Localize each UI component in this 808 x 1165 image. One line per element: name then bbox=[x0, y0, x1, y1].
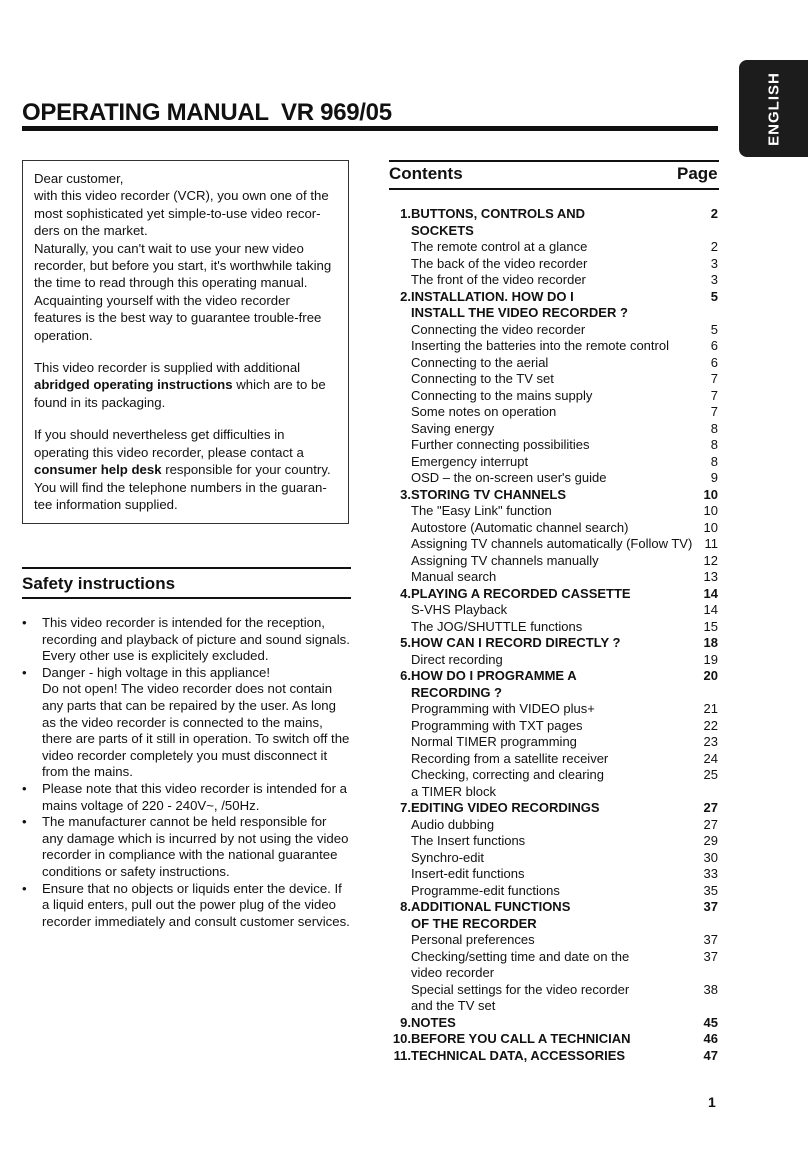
toc-entry-row bbox=[389, 338, 718, 355]
toc-entry-row bbox=[389, 866, 718, 883]
toc-label: The remote control at a glance bbox=[411, 239, 588, 254]
toc-page-number bbox=[694, 685, 718, 702]
toc-section-row bbox=[389, 668, 718, 685]
toc-entry-row bbox=[389, 256, 718, 273]
contents-bottom-rule bbox=[389, 188, 719, 190]
toc-label: RECORDING ? bbox=[411, 684, 502, 700]
toc-entry-row bbox=[389, 569, 718, 586]
toc-page-number: 7 bbox=[710, 404, 718, 419]
toc-page-number bbox=[694, 305, 718, 322]
intro-paragraph-2: Naturally, you can't wait to use your new video recorder, but before you start, it's worthwhile taking the time to read through this operating manual. Acquainting yourself with the video recorder features is the best way to guarantee trouble-free operation. bbox=[34, 240, 332, 343]
title-rule bbox=[22, 126, 718, 131]
toc-page-number: 37 bbox=[703, 948, 718, 964]
toc-label: INSTALLATION. HOW DO I bbox=[411, 288, 574, 304]
toc-label: Saving energy bbox=[411, 420, 495, 436]
page-number: 1 bbox=[708, 1094, 716, 1110]
toc-number bbox=[389, 685, 411, 702]
language-tab-label: ENGLISH bbox=[765, 71, 782, 146]
toc-number bbox=[389, 239, 411, 256]
toc-page-number: 6 bbox=[710, 338, 718, 353]
toc-label: Checking/setting time and date on the bbox=[411, 948, 630, 964]
toc-number bbox=[389, 734, 411, 751]
toc-label: Insert-edit functions bbox=[411, 866, 525, 881]
toc-entry-row bbox=[389, 850, 718, 867]
toc-page-number: 46 bbox=[703, 1031, 718, 1046]
toc-number: 11. bbox=[393, 1047, 411, 1063]
toc-entry-row bbox=[389, 272, 718, 289]
toc-label: Special settings for the video recorder bbox=[411, 981, 630, 997]
toc-label: Connecting to the aerial bbox=[411, 354, 549, 370]
toc-number bbox=[389, 866, 411, 883]
toc-label: video recorder bbox=[411, 965, 495, 980]
safety-top-rule bbox=[22, 567, 351, 569]
toc-page-number: 2 bbox=[710, 206, 718, 221]
toc-label: Programming with TXT pages bbox=[411, 717, 583, 733]
toc-number bbox=[389, 949, 411, 966]
toc-page-number: 8 bbox=[710, 437, 718, 452]
toc-label: Programming with VIDEO plus+ bbox=[411, 701, 595, 716]
intro-paragraph-3 bbox=[34, 359, 338, 411]
toc-section-row bbox=[389, 916, 718, 933]
toc-label: Autostore (Automatic channel search) bbox=[411, 519, 629, 535]
toc-entry-row bbox=[389, 932, 718, 949]
toc-page-number: 7 bbox=[710, 387, 718, 403]
toc-label: The Insert functions bbox=[411, 833, 526, 848]
toc-entry-row bbox=[389, 371, 718, 388]
toc-label: S-VHS Playback bbox=[411, 602, 508, 617]
intro-paragraph-3-text: This video recorder is supplied with additional bbox=[34, 360, 301, 376]
toc-entry-row bbox=[389, 652, 718, 669]
toc-number: 2. bbox=[400, 288, 411, 304]
toc-entry-row bbox=[389, 817, 718, 834]
toc-number bbox=[389, 223, 411, 240]
intro-paragraph-4-bold: consumer help desk bbox=[34, 462, 162, 478]
intro-paragraph-1: with this video recorder (VCR), you own one of the most sophisticated yet simple-to-use video recor-ders on the market. bbox=[34, 188, 329, 239]
toc-page-number: 25 bbox=[703, 767, 718, 782]
toc-number bbox=[389, 883, 411, 900]
toc-entry-row bbox=[389, 437, 718, 454]
toc-number bbox=[389, 553, 411, 570]
toc-number: 7. bbox=[400, 800, 411, 815]
toc-section-row bbox=[389, 1031, 718, 1048]
toc-label: Programme-edit functions bbox=[411, 882, 560, 898]
toc-number bbox=[389, 470, 411, 487]
toc-number bbox=[389, 421, 411, 438]
toc-entry-row bbox=[389, 553, 718, 570]
toc-page-number: 10 bbox=[703, 519, 718, 535]
toc-section-row bbox=[389, 1048, 718, 1065]
toc-number: 3. bbox=[400, 486, 411, 502]
toc-label: STORING TV CHANNELS bbox=[411, 486, 567, 502]
toc-section-row bbox=[389, 223, 718, 240]
safety-item: • Ensure that no objects or liquids enter the device. If a liquid enters, pull out the power plug of the video recorder immediately and consult customer services. bbox=[22, 881, 351, 931]
toc-page-number: 7 bbox=[710, 371, 718, 386]
toc-page-number: 20 bbox=[703, 668, 718, 683]
toc-number: 5. bbox=[400, 635, 411, 650]
toc-label: Direct recording bbox=[411, 651, 503, 667]
page-title: OPERATING MANUAL VR 969/05 bbox=[22, 99, 392, 126]
safety-item: • Please note that this video recorder is intended for a mains voltage of 220 - 240V~, /50Hz. bbox=[22, 781, 351, 814]
toc-entry-row bbox=[389, 883, 718, 900]
toc-label: NOTES bbox=[411, 1014, 456, 1030]
toc-entry-row bbox=[389, 355, 718, 372]
toc-page-number bbox=[694, 784, 718, 801]
toc-label: Connecting to the mains supply bbox=[411, 387, 593, 403]
toc-label: Personal preferences bbox=[411, 932, 535, 947]
toc-page-number: 10 bbox=[703, 486, 718, 502]
safety-heading: Safety instructions bbox=[22, 574, 176, 593]
toc-page-number bbox=[694, 965, 718, 982]
toc-number: 6. bbox=[400, 668, 411, 683]
intro-paragraph-3-bold: abridged operating instructions bbox=[34, 377, 233, 393]
toc-page-number: 14 bbox=[703, 585, 718, 601]
toc-entry-row bbox=[389, 718, 718, 735]
toc-number bbox=[389, 503, 411, 520]
toc-entry-row bbox=[389, 503, 718, 520]
toc-page-number: 23 bbox=[703, 734, 718, 749]
toc-entry-row bbox=[389, 454, 718, 471]
toc-section-row bbox=[389, 685, 718, 702]
intro-paragraph-4 bbox=[34, 426, 338, 513]
toc-number bbox=[389, 520, 411, 537]
page-column-heading: Page bbox=[677, 164, 718, 183]
toc-page-number: 37 bbox=[703, 932, 718, 947]
toc-entry-row bbox=[389, 965, 718, 982]
intro-paragraph-4-text: If you should nevertheless get difficulties in operating this video recorder, please contact a bbox=[34, 427, 304, 460]
toc-page-number bbox=[694, 223, 718, 240]
toc-page-number: 47 bbox=[703, 1047, 718, 1063]
toc-page-number: 3 bbox=[710, 255, 718, 271]
toc-number bbox=[389, 404, 411, 421]
toc-label: The "Easy Link" function bbox=[411, 503, 552, 518]
toc-entry-row bbox=[389, 734, 718, 751]
toc-number bbox=[389, 272, 411, 289]
toc-number bbox=[389, 619, 411, 636]
toc-number: 9. bbox=[400, 1014, 411, 1030]
toc-number bbox=[389, 652, 411, 669]
safety-bottom-rule bbox=[22, 597, 351, 599]
toc-entry-row bbox=[389, 520, 718, 537]
toc-page-number: 14 bbox=[703, 602, 718, 617]
toc-entry-row bbox=[389, 404, 718, 421]
toc-section-row bbox=[389, 305, 718, 322]
toc-label: ADDITIONAL FUNCTIONS bbox=[411, 899, 571, 914]
toc-number bbox=[389, 932, 411, 949]
toc-label: BEFORE YOU CALL A TECHNICIAN bbox=[411, 1031, 631, 1046]
toc-label: Further connecting possibilities bbox=[411, 437, 590, 452]
toc-number bbox=[389, 965, 411, 982]
toc-label: and the TV set bbox=[411, 998, 496, 1013]
toc-page-number: 13 bbox=[703, 569, 718, 584]
toc-number bbox=[389, 998, 411, 1015]
toc-number bbox=[389, 305, 411, 322]
toc-section-row bbox=[389, 1015, 718, 1032]
toc-number bbox=[389, 322, 411, 339]
toc-label: Some notes on operation bbox=[411, 404, 557, 419]
toc-page-number: 45 bbox=[703, 1014, 718, 1030]
toc-number: 10. bbox=[392, 1031, 411, 1046]
toc-entry-row bbox=[389, 982, 718, 999]
toc-label: Audio dubbing bbox=[411, 816, 495, 832]
toc-page-number: 8 bbox=[710, 420, 718, 436]
toc-label: The back of the video recorder bbox=[411, 255, 588, 271]
toc-page-number: 38 bbox=[703, 981, 718, 997]
toc-label: HOW DO I PROGRAMME A bbox=[411, 668, 577, 683]
toc-number bbox=[389, 355, 411, 372]
toc-number bbox=[389, 388, 411, 405]
toc-entry-row bbox=[389, 602, 718, 619]
toc-entry-row bbox=[389, 784, 718, 801]
toc-label: Assigning TV channels manually bbox=[411, 552, 599, 568]
toc-page-number: 12 bbox=[703, 552, 718, 568]
toc-entry-row bbox=[389, 536, 718, 553]
toc-label: Inserting the batteries into the remote control bbox=[411, 338, 669, 353]
toc-label: OSD – the on-screen user's guide bbox=[411, 470, 607, 485]
toc-page-number: 21 bbox=[703, 701, 718, 716]
toc-number bbox=[389, 338, 411, 355]
toc-label: TECHNICAL DATA, ACCESSORIES bbox=[411, 1047, 626, 1063]
toc-page-number: 10 bbox=[703, 503, 718, 518]
toc-page-number: 22 bbox=[703, 717, 718, 733]
toc-number bbox=[389, 751, 411, 768]
toc-number: 1. bbox=[400, 206, 411, 221]
toc-page-number: 9 bbox=[710, 470, 718, 485]
toc-label: The JOG/SHUTTLE functions bbox=[411, 618, 583, 634]
toc-section-row bbox=[389, 487, 718, 504]
safety-item: • This video recorder is intended for the reception, recording and playback of picture and sound signals. Every other use is explicitely excluded. bbox=[22, 615, 351, 665]
toc-page-number: 8 bbox=[710, 453, 718, 469]
toc-number bbox=[389, 817, 411, 834]
toc-entry-row bbox=[389, 767, 718, 784]
toc-page-number: 24 bbox=[703, 750, 718, 766]
toc-label: Recording from a satellite receiver bbox=[411, 750, 609, 766]
toc-page-number: 6 bbox=[710, 354, 718, 370]
toc-label: Connecting to the TV set bbox=[411, 371, 554, 386]
safety-item: • The manufacturer cannot be held responsible for any damage which is incurred by not using the video recorder in compliance with the national guarantee conditions or safety instructions. bbox=[22, 814, 351, 880]
toc-page-number: 2 bbox=[710, 239, 718, 254]
toc-number bbox=[389, 767, 411, 784]
safety-item: • Danger - high voltage in this appliance! Do not open! The video recorder does not contain any parts that can be repaired by the user. As long as the video recorder is connected to the mains, there are parts of it still in operation. To switch off the video recorder completely you must disconnect it from the mains. bbox=[22, 665, 351, 781]
table-of-contents bbox=[389, 206, 718, 1064]
toc-number bbox=[389, 850, 411, 867]
toc-label: BUTTONS, CONTROLS AND bbox=[411, 206, 586, 221]
toc-page-number: 18 bbox=[703, 635, 718, 650]
toc-page-number: 33 bbox=[703, 866, 718, 881]
toc-number bbox=[389, 833, 411, 850]
toc-section-row bbox=[389, 800, 718, 817]
toc-page-number: 29 bbox=[703, 833, 718, 848]
intro-box bbox=[22, 160, 349, 524]
toc-page-number: 15 bbox=[703, 618, 718, 634]
toc-label: INSTALL THE VIDEO RECORDER ? bbox=[411, 305, 628, 320]
toc-number: 4. bbox=[400, 585, 411, 601]
toc-entry-row bbox=[389, 619, 718, 636]
toc-number bbox=[389, 701, 411, 718]
toc-entry-row bbox=[389, 751, 718, 768]
toc-number bbox=[389, 982, 411, 999]
toc-page-number: 5 bbox=[710, 321, 718, 337]
toc-section-row bbox=[389, 206, 718, 223]
toc-number bbox=[389, 718, 411, 735]
toc-label: The front of the video recorder bbox=[411, 272, 586, 287]
toc-entry-row bbox=[389, 322, 718, 339]
toc-number: 8. bbox=[400, 899, 411, 914]
toc-label: EDITING VIDEO RECORDINGS bbox=[411, 800, 600, 815]
intro-greeting: Dear customer, bbox=[34, 171, 124, 186]
toc-page-number: 3 bbox=[710, 272, 718, 287]
toc-label: a TIMER block bbox=[411, 783, 497, 799]
toc-entry-row bbox=[389, 388, 718, 405]
toc-entry-row bbox=[389, 833, 718, 850]
toc-page-number bbox=[694, 998, 718, 1015]
toc-number bbox=[389, 916, 411, 933]
language-tab bbox=[739, 60, 808, 157]
toc-page-number: 30 bbox=[703, 849, 718, 865]
toc-label: Assigning TV channels automatically (Follow TV) bbox=[411, 536, 693, 551]
toc-label: PLAYING A RECORDED CASSETTE bbox=[411, 585, 631, 601]
intro-paragraph-4-tail: responsible for your country. You will find the telephone numbers in the guaran-tee information supplied. bbox=[34, 462, 331, 512]
toc-number bbox=[389, 569, 411, 586]
contents-top-rule bbox=[389, 160, 719, 162]
toc-number bbox=[389, 602, 411, 619]
toc-page-number: 27 bbox=[703, 800, 718, 815]
safety-list bbox=[22, 615, 351, 930]
toc-section-row bbox=[389, 289, 718, 306]
toc-label: OF THE RECORDER bbox=[411, 915, 537, 931]
toc-page-number: 5 bbox=[710, 288, 718, 304]
toc-label: Emergency interrupt bbox=[411, 453, 529, 469]
toc-number bbox=[389, 371, 411, 388]
toc-label: Normal TIMER programming bbox=[411, 734, 577, 749]
toc-section-row bbox=[389, 586, 718, 603]
toc-section-row bbox=[389, 635, 718, 652]
intro-paragraph-3-tail: which are to be found in its packaging. bbox=[34, 377, 326, 410]
toc-number bbox=[389, 536, 411, 553]
toc-entry-row bbox=[389, 470, 718, 487]
toc-label: SOCKETS bbox=[411, 222, 474, 238]
toc-page-number bbox=[694, 916, 718, 933]
toc-number bbox=[389, 454, 411, 471]
toc-label: Synchro-edit bbox=[411, 849, 484, 865]
toc-label: Manual search bbox=[411, 569, 497, 584]
toc-section-row bbox=[389, 899, 718, 916]
toc-label: Connecting the video recorder bbox=[411, 321, 586, 337]
toc-label: HOW CAN I RECORD DIRECTLY ? bbox=[411, 635, 621, 650]
toc-page-number: 37 bbox=[703, 899, 718, 914]
toc-page-number: 11 bbox=[704, 536, 718, 551]
toc-entry-row bbox=[389, 239, 718, 256]
toc-page-number: 19 bbox=[703, 651, 718, 667]
toc-page-number: 27 bbox=[703, 816, 718, 832]
toc-entry-row bbox=[389, 701, 718, 718]
toc-entry-row bbox=[389, 421, 718, 438]
toc-number bbox=[389, 256, 411, 273]
toc-entry-row bbox=[389, 998, 718, 1015]
toc-entry-row bbox=[389, 949, 718, 966]
toc-page-number: 35 bbox=[703, 882, 718, 898]
toc-label: Checking, correcting and clearing bbox=[411, 767, 604, 782]
contents-heading: Contents bbox=[389, 164, 463, 183]
toc-number bbox=[389, 437, 411, 454]
toc-number bbox=[389, 784, 411, 801]
